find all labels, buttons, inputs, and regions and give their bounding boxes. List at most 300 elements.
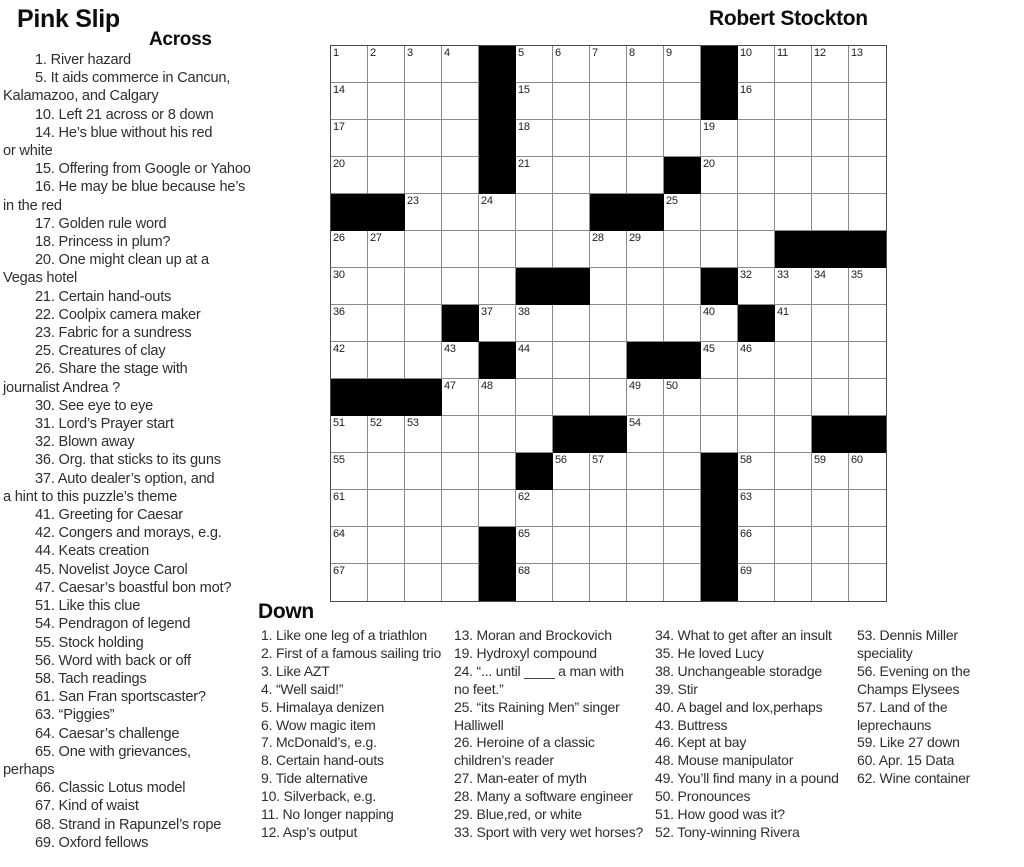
grid-cell[interactable] xyxy=(590,157,627,194)
grid-cell[interactable] xyxy=(479,379,516,416)
down-clue-line: 56. Evening on the xyxy=(857,662,971,679)
grid-cell[interactable] xyxy=(553,527,590,564)
grid-cell[interactable] xyxy=(738,120,775,157)
grid-cell[interactable] xyxy=(368,83,405,120)
grid-cell-number: 12 xyxy=(814,47,826,59)
grid-cell[interactable] xyxy=(442,416,479,453)
grid-cell-black xyxy=(368,194,405,231)
down-clue-line: 11. No longer napping xyxy=(261,806,394,823)
grid-cell[interactable] xyxy=(553,83,590,120)
grid-cell[interactable] xyxy=(331,157,368,194)
grid-cell[interactable] xyxy=(664,416,701,453)
grid-cell[interactable] xyxy=(627,83,664,120)
down-clue-column-2 xyxy=(454,627,654,842)
grid-cell-black xyxy=(701,46,738,83)
grid-cell-number: 43 xyxy=(444,343,456,355)
grid-cell[interactable] xyxy=(738,342,775,379)
grid-cell[interactable] xyxy=(405,83,442,120)
across-clue-line: a hint to this puzzle’s theme xyxy=(3,488,178,505)
grid-cell-black xyxy=(331,194,368,231)
grid-cell[interactable] xyxy=(331,268,368,305)
grid-cell-number: 17 xyxy=(333,121,345,133)
grid-cell[interactable] xyxy=(849,194,886,231)
grid-cell[interactable] xyxy=(331,490,368,527)
grid-cell-number: 24 xyxy=(481,195,493,207)
grid-cell[interactable] xyxy=(331,416,368,453)
across-clue-line: 58. Tach readings xyxy=(35,670,147,687)
grid-cell-number: 27 xyxy=(370,232,382,244)
grid-cell[interactable] xyxy=(775,268,812,305)
across-heading: Across xyxy=(149,29,212,50)
grid-cell-number: 49 xyxy=(629,380,641,392)
grid-cell-number: 50 xyxy=(666,380,678,392)
grid-cell[interactable] xyxy=(442,379,479,416)
down-clue-line: 49. You’ll find many in a pound xyxy=(655,770,839,787)
grid-cell[interactable] xyxy=(812,46,849,83)
grid-cell[interactable] xyxy=(590,379,627,416)
grid-cell-number: 41 xyxy=(777,306,789,318)
grid-cell[interactable] xyxy=(627,453,664,490)
grid-cell[interactable] xyxy=(701,231,738,268)
grid-cell[interactable] xyxy=(849,120,886,157)
down-clue-line: no feet.” xyxy=(454,680,504,697)
grid-cell-black xyxy=(516,268,553,305)
grid-cell[interactable] xyxy=(442,564,479,601)
grid-cell[interactable] xyxy=(442,46,479,83)
grid-cell[interactable] xyxy=(405,268,442,305)
grid-cell-black xyxy=(405,379,442,416)
grid-cell[interactable] xyxy=(775,342,812,379)
grid-cell[interactable] xyxy=(516,527,553,564)
grid-cell-black xyxy=(516,453,553,490)
grid-cell[interactable] xyxy=(664,194,701,231)
grid-cell[interactable] xyxy=(738,527,775,564)
grid-cell[interactable] xyxy=(331,453,368,490)
down-clue-line: Halliwell xyxy=(454,716,504,733)
grid-cell[interactable] xyxy=(368,342,405,379)
grid-cell[interactable] xyxy=(516,231,553,268)
grid-cell[interactable] xyxy=(627,231,664,268)
grid-cell[interactable] xyxy=(849,46,886,83)
across-clue-line: 14. He’s blue without his red xyxy=(35,124,213,141)
grid-cell-number: 40 xyxy=(703,306,715,318)
grid-cell[interactable] xyxy=(738,157,775,194)
down-clue-line: 48. Mouse manipulator xyxy=(655,752,794,769)
grid-cell-number: 15 xyxy=(518,84,530,96)
grid-cell[interactable] xyxy=(775,453,812,490)
down-clue-line: 13. Moran and Brockovich xyxy=(454,627,612,643)
grid-cell[interactable] xyxy=(812,453,849,490)
grid-cell[interactable] xyxy=(701,379,738,416)
grid-cell[interactable] xyxy=(405,231,442,268)
grid-cell[interactable] xyxy=(331,527,368,564)
grid-cell[interactable] xyxy=(664,305,701,342)
grid-cell[interactable] xyxy=(479,231,516,268)
grid-cell-black xyxy=(775,231,812,268)
grid-cell[interactable] xyxy=(331,120,368,157)
grid-cell[interactable] xyxy=(627,305,664,342)
grid-cell[interactable] xyxy=(442,342,479,379)
down-clue-line: Champs Elysees xyxy=(857,680,960,697)
grid-cell[interactable] xyxy=(553,453,590,490)
grid-cell[interactable] xyxy=(331,46,368,83)
grid-cell-number: 36 xyxy=(333,306,345,318)
down-clue-column-4 xyxy=(857,627,1022,788)
grid-cell[interactable] xyxy=(664,453,701,490)
grid-cell[interactable] xyxy=(442,490,479,527)
grid-cell[interactable] xyxy=(701,305,738,342)
grid-cell[interactable] xyxy=(368,490,405,527)
grid-cell[interactable] xyxy=(368,46,405,83)
grid-cell[interactable] xyxy=(516,342,553,379)
grid-cell[interactable] xyxy=(553,379,590,416)
across-clue-line: 10. Left 21 across or 8 down xyxy=(35,106,214,123)
down-clue-line: 43. Buttress xyxy=(655,716,728,733)
grid-cell[interactable] xyxy=(405,490,442,527)
grid-cell[interactable] xyxy=(664,564,701,601)
grid-cell-number: 52 xyxy=(370,417,382,429)
grid-cell-number: 68 xyxy=(518,565,530,577)
grid-cell[interactable] xyxy=(849,268,886,305)
grid-cell[interactable] xyxy=(812,268,849,305)
grid-cell[interactable] xyxy=(664,268,701,305)
grid-cell[interactable] xyxy=(442,527,479,564)
grid-cell[interactable] xyxy=(590,268,627,305)
grid-cell-number: 35 xyxy=(851,269,863,281)
grid-cell[interactable] xyxy=(775,490,812,527)
grid-cell[interactable] xyxy=(516,379,553,416)
grid-cell[interactable] xyxy=(775,157,812,194)
grid-cell[interactable] xyxy=(775,305,812,342)
grid-cell[interactable] xyxy=(331,83,368,120)
grid-cell-number: 16 xyxy=(740,84,752,96)
grid-cell[interactable] xyxy=(516,490,553,527)
grid-cell[interactable] xyxy=(738,379,775,416)
grid-cell[interactable] xyxy=(627,157,664,194)
grid-cell-black xyxy=(331,379,368,416)
grid-cell[interactable] xyxy=(849,342,886,379)
down-clue-line: 60. Apr. 15 Data xyxy=(857,752,955,769)
grid-cell[interactable] xyxy=(812,305,849,342)
grid-cell[interactable] xyxy=(701,120,738,157)
grid-cell-black xyxy=(479,46,516,83)
grid-cell[interactable] xyxy=(812,490,849,527)
grid-cell[interactable] xyxy=(368,268,405,305)
grid-cell[interactable] xyxy=(664,490,701,527)
grid-cell-number: 26 xyxy=(333,232,345,244)
across-clue-line: 22. Coolpix camera maker xyxy=(35,306,201,323)
down-clue-line: 6. Wow magic item xyxy=(261,716,376,733)
grid-cell[interactable] xyxy=(590,305,627,342)
grid-cell[interactable] xyxy=(849,305,886,342)
grid-cell-number: 4 xyxy=(444,47,450,59)
grid-cell[interactable] xyxy=(627,416,664,453)
grid-cell[interactable] xyxy=(553,342,590,379)
down-clue-line: 33. Sport with very wet horses? xyxy=(454,823,644,840)
grid-cell-number: 3 xyxy=(407,47,413,59)
across-clue-line: in the red xyxy=(3,197,62,214)
across-clue-line: 30. See eye to eye xyxy=(35,397,154,414)
grid-cell[interactable] xyxy=(812,342,849,379)
grid-cell[interactable] xyxy=(738,268,775,305)
grid-cell[interactable] xyxy=(368,157,405,194)
grid-cell[interactable] xyxy=(627,268,664,305)
grid-cell-number: 30 xyxy=(333,269,345,281)
grid-cell[interactable] xyxy=(701,342,738,379)
grid-cell-black xyxy=(664,342,701,379)
across-clue-line: journalist Andrea ? xyxy=(3,379,121,396)
grid-cell[interactable] xyxy=(553,564,590,601)
grid-cell[interactable] xyxy=(368,120,405,157)
grid-cell[interactable] xyxy=(627,564,664,601)
grid-cell[interactable] xyxy=(516,157,553,194)
grid-cell[interactable] xyxy=(849,564,886,601)
grid-cell[interactable] xyxy=(331,564,368,601)
down-clue-line: 25. “its Raining Men” singer xyxy=(454,698,620,715)
grid-cell[interactable] xyxy=(738,194,775,231)
grid-cell[interactable] xyxy=(442,268,479,305)
grid-cell[interactable] xyxy=(812,564,849,601)
grid-cell[interactable] xyxy=(849,157,886,194)
grid-cell[interactable] xyxy=(738,416,775,453)
grid-cell-number: 33 xyxy=(777,269,789,281)
across-clue-line: 67. Kind of waist xyxy=(35,798,139,815)
grid-cell-black xyxy=(701,564,738,601)
down-clue-line: 2. First of a famous sailing trio xyxy=(261,644,442,661)
grid-cell-number: 29 xyxy=(629,232,641,244)
grid-cell-number: 47 xyxy=(444,380,456,392)
grid-cell[interactable] xyxy=(627,490,664,527)
across-clue-line: 68. Strand in Rapunzel’s rope xyxy=(35,816,222,833)
grid-cell[interactable] xyxy=(812,157,849,194)
across-clue-line: 45. Novelist Joyce Carol xyxy=(35,561,188,578)
grid-cell[interactable] xyxy=(442,157,479,194)
grid-cell[interactable] xyxy=(368,564,405,601)
grid-cell-number: 25 xyxy=(666,195,678,207)
across-clue-line: 66. Classic Lotus model xyxy=(35,780,186,797)
grid-cell[interactable] xyxy=(701,416,738,453)
grid-cell[interactable] xyxy=(627,527,664,564)
grid-cell[interactable] xyxy=(553,46,590,83)
grid-cell[interactable] xyxy=(442,231,479,268)
grid-cell[interactable] xyxy=(590,342,627,379)
grid-cell[interactable] xyxy=(664,120,701,157)
grid-cell[interactable] xyxy=(664,379,701,416)
grid-cell[interactable] xyxy=(701,157,738,194)
grid-cell[interactable] xyxy=(479,194,516,231)
grid-cell[interactable] xyxy=(405,305,442,342)
grid-cell[interactable] xyxy=(331,231,368,268)
down-clue-line: 8. Certain hand-outs xyxy=(261,752,384,769)
grid-cell[interactable] xyxy=(775,379,812,416)
grid-cell[interactable] xyxy=(516,120,553,157)
grid-cell[interactable] xyxy=(516,305,553,342)
grid-cell-number: 66 xyxy=(740,528,752,540)
grid-cell[interactable] xyxy=(738,231,775,268)
grid-cell[interactable] xyxy=(405,416,442,453)
across-clue-line: 16. He may be blue because he’s xyxy=(35,179,246,196)
grid-cell[interactable] xyxy=(479,305,516,342)
across-clue-line: 15. Offering from Google or Yahoo xyxy=(35,161,251,178)
grid-cell[interactable] xyxy=(812,379,849,416)
grid-cell[interactable] xyxy=(738,490,775,527)
grid-cell[interactable] xyxy=(775,46,812,83)
grid-cell[interactable] xyxy=(849,527,886,564)
grid-cell[interactable] xyxy=(553,305,590,342)
grid-cell[interactable] xyxy=(368,527,405,564)
down-clue-line: 24. “... until ____ a man with xyxy=(454,662,624,679)
grid-cell[interactable] xyxy=(405,564,442,601)
down-clue-line: 28. Many a software engineer xyxy=(454,788,633,805)
grid-cell[interactable] xyxy=(442,83,479,120)
grid-cell[interactable] xyxy=(849,83,886,120)
across-clue-line: perhaps xyxy=(3,761,55,778)
grid-cell-number: 18 xyxy=(518,121,530,133)
grid-cell[interactable] xyxy=(479,490,516,527)
grid-cell[interactable] xyxy=(775,527,812,564)
grid-cell-number: 64 xyxy=(333,528,345,540)
grid-cell[interactable] xyxy=(775,194,812,231)
down-clue-line: 51. How good was it? xyxy=(655,806,785,823)
grid-cell-black xyxy=(479,83,516,120)
grid-cell[interactable] xyxy=(516,46,553,83)
puzzle-title: Pink Slip xyxy=(17,5,120,33)
grid-cell-black xyxy=(479,157,516,194)
grid-cell[interactable] xyxy=(590,120,627,157)
grid-cell[interactable] xyxy=(701,194,738,231)
grid-cell[interactable] xyxy=(738,83,775,120)
grid-cell-black xyxy=(442,305,479,342)
grid-cell[interactable] xyxy=(590,46,627,83)
grid-cell[interactable] xyxy=(331,305,368,342)
grid-cell[interactable] xyxy=(664,527,701,564)
grid-cell[interactable] xyxy=(775,416,812,453)
grid-cell[interactable] xyxy=(812,194,849,231)
across-clue-line: 41. Greeting for Caesar xyxy=(35,507,183,524)
grid-cell-number: 10 xyxy=(740,47,752,59)
grid-cell[interactable] xyxy=(405,453,442,490)
grid-cell[interactable] xyxy=(812,527,849,564)
grid-cell[interactable] xyxy=(368,231,405,268)
grid-cell[interactable] xyxy=(738,564,775,601)
grid-cell[interactable] xyxy=(553,490,590,527)
down-clue-column-1 xyxy=(261,627,457,842)
grid-cell[interactable] xyxy=(849,379,886,416)
grid-cell[interactable] xyxy=(590,83,627,120)
grid-cell[interactable] xyxy=(479,453,516,490)
grid-cell[interactable] xyxy=(516,416,553,453)
grid-cell[interactable] xyxy=(849,453,886,490)
grid-cell[interactable] xyxy=(368,453,405,490)
grid-cell[interactable] xyxy=(627,46,664,83)
grid-cell-number: 67 xyxy=(333,565,345,577)
grid-cell-number: 5 xyxy=(518,47,524,59)
grid-cell[interactable] xyxy=(590,453,627,490)
grid-cell[interactable] xyxy=(405,157,442,194)
grid-cell[interactable] xyxy=(664,231,701,268)
down-clue-line: speciality xyxy=(857,644,913,661)
across-clue-line: 69. Oxford fellows xyxy=(35,834,149,851)
grid-cell[interactable] xyxy=(405,342,442,379)
across-clue-line: 1. River hazard xyxy=(35,52,131,68)
grid-cell[interactable] xyxy=(479,268,516,305)
grid-cell-number: 21 xyxy=(518,158,530,170)
grid-cell-number: 14 xyxy=(333,84,345,96)
grid-cell[interactable] xyxy=(553,157,590,194)
grid-cell[interactable] xyxy=(405,46,442,83)
grid-cell[interactable] xyxy=(553,231,590,268)
across-clue-line: 51. Like this clue xyxy=(35,598,141,615)
grid-cell[interactable] xyxy=(812,83,849,120)
grid-cell[interactable] xyxy=(627,120,664,157)
grid-cell-number: 48 xyxy=(481,380,493,392)
grid-cell-black xyxy=(590,194,627,231)
grid-cell[interactable] xyxy=(553,120,590,157)
grid-cell[interactable] xyxy=(368,416,405,453)
grid-cell[interactable] xyxy=(442,120,479,157)
grid-cell-black xyxy=(479,564,516,601)
grid-cell[interactable] xyxy=(516,564,553,601)
across-clue-line: 65. One with grievances, xyxy=(35,743,191,760)
across-clue-line: 44. Keats creation xyxy=(35,543,150,560)
down-clue-line: 3. Like AZT xyxy=(261,662,330,679)
grid-cell[interactable] xyxy=(405,120,442,157)
grid-cell-number: 32 xyxy=(740,269,752,281)
grid-cell[interactable] xyxy=(442,453,479,490)
grid-cell[interactable] xyxy=(775,83,812,120)
grid-cell-number: 61 xyxy=(333,491,345,503)
grid-cell[interactable] xyxy=(664,83,701,120)
grid-cell[interactable] xyxy=(849,490,886,527)
grid-cell[interactable] xyxy=(664,46,701,83)
down-clue-line: 9. Tide alternative xyxy=(261,770,368,787)
grid-cell[interactable] xyxy=(627,379,664,416)
grid-cell[interactable] xyxy=(516,83,553,120)
across-clue-line: 20. One might clean up at a xyxy=(35,252,209,269)
grid-cell[interactable] xyxy=(331,342,368,379)
grid-cell[interactable] xyxy=(738,46,775,83)
down-clue-column-3 xyxy=(655,627,855,842)
grid-cell-number: 55 xyxy=(333,454,345,466)
grid-cell-number: 2 xyxy=(370,47,376,59)
grid-cell-black xyxy=(701,490,738,527)
grid-cell-number: 34 xyxy=(814,269,826,281)
grid-cell-number: 13 xyxy=(851,47,863,59)
grid-cell-black xyxy=(590,416,627,453)
grid-cell-number: 20 xyxy=(333,158,345,170)
grid-cell[interactable] xyxy=(775,564,812,601)
grid-cell[interactable] xyxy=(590,231,627,268)
grid-cell[interactable] xyxy=(405,527,442,564)
grid-cell-number: 60 xyxy=(851,454,863,466)
grid-cell-number: 45 xyxy=(703,343,715,355)
grid-cell[interactable] xyxy=(590,527,627,564)
grid-cell[interactable] xyxy=(368,305,405,342)
grid-cell[interactable] xyxy=(516,194,553,231)
across-clue-line: 42. Congers and morays, e.g. xyxy=(35,525,222,542)
grid-cell[interactable] xyxy=(590,490,627,527)
grid-cell[interactable] xyxy=(812,120,849,157)
grid-cell[interactable] xyxy=(590,564,627,601)
grid-cell-black xyxy=(553,268,590,305)
grid-cell-number: 57 xyxy=(592,454,604,466)
grid-cell[interactable] xyxy=(405,194,442,231)
grid-cell[interactable] xyxy=(775,120,812,157)
grid-cell[interactable] xyxy=(479,416,516,453)
grid-cell[interactable] xyxy=(738,453,775,490)
grid-cell[interactable] xyxy=(553,194,590,231)
grid-cell[interactable] xyxy=(442,194,479,231)
